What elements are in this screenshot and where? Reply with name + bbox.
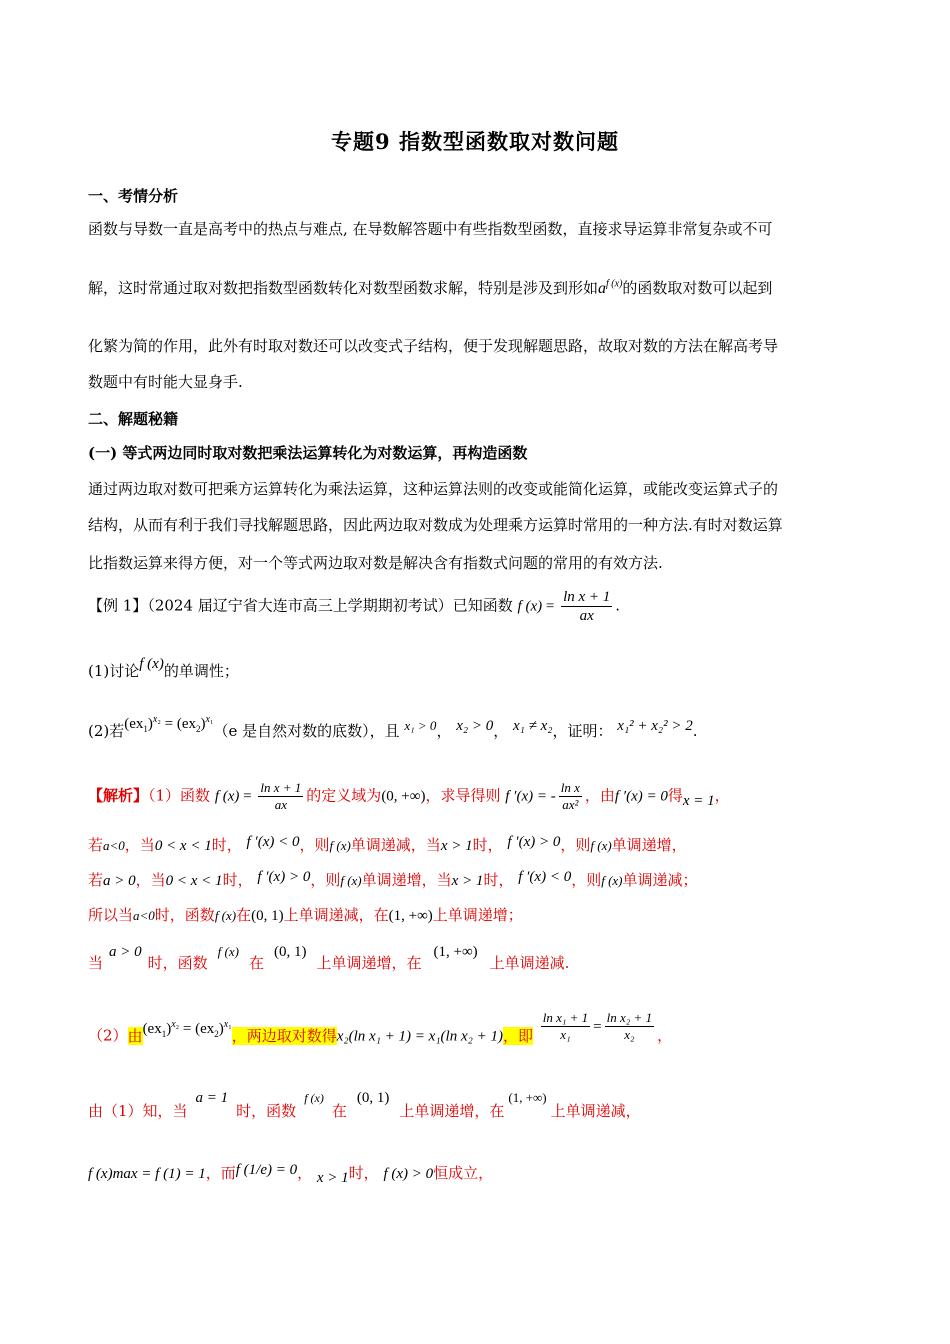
page-title: 专题9 指数型函数取对数问题 — [331, 129, 619, 154]
s-l2c: 时， — [211, 836, 242, 854]
math-x1gt0: x₁ > 0 — [404, 718, 437, 733]
math-fplt0: f ′(x) < 0 — [246, 834, 300, 850]
math-xgt1: x > 1 — [440, 838, 473, 854]
s-l1b: 的定义域为 — [306, 786, 382, 805]
s-l3e: 单调递增，当 — [361, 871, 452, 889]
math-int01-l5: (0, 1) — [273, 944, 307, 960]
s-l1e: 得 — [667, 786, 683, 805]
math-alt0-l4: a<0 — [133, 908, 155, 923]
example1-q1 — [88, 656, 239, 681]
math-frac-x2 — [605, 1010, 654, 1043]
math-int01-l4: (0, 1) — [251, 908, 284, 924]
s-p2e: ， — [657, 1026, 673, 1045]
s-l5b: 时，函数 — [147, 954, 208, 972]
math-af-base: a — [598, 280, 607, 297]
frac-s1-den: ax — [274, 797, 287, 812]
q2-note: （e 是自然对数的底数），且 — [213, 722, 400, 740]
q1-prefix: (1)讨论 — [88, 662, 140, 680]
math-frac-f — [561, 588, 612, 625]
solution-tag: 【解析】 — [88, 786, 149, 805]
s-p3e: 上单调递减， — [550, 1102, 641, 1120]
math-fx-l3: f (x) — [340, 873, 362, 888]
s-l3b: ，当 — [135, 871, 166, 889]
math-fx-s1: f (x) — [214, 788, 240, 805]
ex2-b: (ex — [195, 1020, 215, 1037]
section1-p4: 数题中有时能大显身手. — [88, 373, 243, 391]
s-p2b: 由 — [127, 1026, 143, 1045]
math-alt0: a<0 — [103, 838, 125, 853]
s-l5e: 上单调递减. — [489, 954, 570, 972]
s-p3a: 由（1）知，当 — [88, 1102, 188, 1120]
s-l4c: 在 — [236, 906, 252, 924]
math-dom: (0, +∞) — [381, 788, 426, 805]
frac-deriv-den: ax² — [562, 797, 579, 812]
math-fx-l3b: f (x) — [601, 873, 623, 888]
math-xgt1-l3: x > 1 — [451, 873, 484, 889]
math-agt0: a > 0 — [103, 873, 136, 889]
section1-p2b: 的函数取对数可以起到 — [622, 279, 773, 297]
s-l2f: 时， — [472, 836, 503, 854]
section1-p3: 化繁为简的作用，此外有时取对数还可以改变式子结构，便于发现解题思路，故取对数的方法在解高考导 — [88, 337, 779, 355]
frac-deriv-num: ln x — [560, 780, 580, 795]
s-l5d: 上单调递增，在 — [316, 954, 422, 972]
s-l3a: 若 — [88, 871, 104, 889]
solution-line4 — [88, 904, 523, 925]
section1-p1: 函数与导数一直是高考中的热点与难点, 在导数解答题中有些指数型函数，直接求导运算非常复杂或不可 — [88, 220, 773, 238]
section2-p2: 结构，从而有利于我们寻找解题思路，因此两边取对数成为处理乘方运算时常用的一种方法.有时对数运算 — [88, 516, 783, 534]
math-fx: f (x) — [517, 598, 543, 615]
s-l1c: ，求导得则 — [425, 786, 501, 805]
s-p3d: 上单调递增，在 — [399, 1102, 505, 1120]
section2-heading: 二、解题秘籍 — [88, 410, 179, 428]
q2-prove: ，证明： — [552, 722, 613, 740]
math-deriv-lhs: f ′(x) = - — [505, 788, 556, 805]
frac-s1-num: ln x + 1 — [260, 780, 302, 795]
s-p2a: （2） — [88, 1026, 128, 1045]
math-a1: a = 1 — [195, 1090, 229, 1106]
math-fpgt0: f ′(x) > 0 — [507, 834, 561, 850]
section1-p2 — [88, 277, 772, 298]
s-l2h: 单调递增， — [611, 836, 687, 854]
s-p2d: ，即 — [502, 1026, 533, 1045]
example-label: 【例 1】 — [88, 596, 148, 615]
s-l4e: 上单调递增； — [432, 906, 523, 924]
math-x2gt0: x₂ > 0 — [456, 718, 494, 734]
ex1-b: (ex — [142, 1020, 162, 1037]
frac-x1-num: ln x₁ + 1 — [542, 1010, 589, 1025]
frac-num: ln x + 1 — [563, 589, 611, 605]
s-l3f: 时， — [483, 871, 514, 889]
frac-x2-den: x₂ — [624, 1027, 635, 1042]
s-l4a: 所以当 — [88, 906, 134, 924]
section1-heading: 一、考情分析 — [88, 187, 179, 205]
solution-part3 — [88, 1090, 641, 1121]
math-agt0-l5: a > 0 — [109, 944, 142, 960]
math-fx-l2b: f (x) — [590, 838, 612, 853]
math-goal: x₁² + x₂² > 2 — [617, 718, 693, 734]
math-af — [598, 280, 622, 297]
section1-p2a: 解，这时常通过取对数把指数型函数转化对数型函数求解，特别是涉及到形如 — [88, 279, 599, 297]
s-p3c: 在 — [331, 1102, 347, 1120]
solution-part4 — [88, 1162, 494, 1186]
solution-line3 — [88, 869, 698, 890]
math-fmax: f (x)max = f (1) = 1 — [88, 1166, 206, 1182]
math-range01: 0 < x < 1 — [154, 838, 212, 854]
s-l5a: 当 — [88, 954, 104, 972]
ex1: (ex — [124, 716, 144, 732]
math-frac-x1 — [541, 1010, 590, 1043]
math-int1inf-l4: (1, +∞) — [388, 908, 433, 924]
s-l2d: ，则 — [299, 836, 330, 854]
s-l2e: 单调递减，当 — [350, 836, 441, 854]
ex2: (ex — [176, 716, 196, 732]
s-l1a: （1）函数 — [148, 786, 211, 805]
s-l5c: 在 — [248, 954, 264, 972]
s-l2b: ，当 — [124, 836, 155, 854]
math-ex-eq: $(ex_1)^{x_2} = (ex_2)^{x_1}$ — [124, 714, 214, 734]
frac-den: ax — [579, 608, 594, 624]
s-l1d: ，由 — [584, 786, 615, 805]
math-fplt0-l3: f ′(x) < 0 — [518, 869, 572, 885]
math-fpgt0-l3: f ′(x) > 0 — [257, 869, 311, 885]
section2-sub1: (一) 等式两边同时取对数把乘法运算转化为对数运算，再构造函数 — [88, 444, 528, 462]
math-fp0: f ′(x) = 0 — [614, 788, 668, 805]
math-fx-l5: f (x) — [217, 944, 239, 959]
example-source: （2024 届辽宁省大连市高三上学期期初考试）已知函数 — [147, 596, 513, 615]
solution-part2: （2）由$(ex_1)^{x_2} = (ex_2)^{x_1}$，两边取对数得x₂(ln x₁ + 1) = x₁(ln x₂ + 1)，即 $\frac{\text{ln x₁ + 1}}{\text{x₁}}$ = $\frac{\text{ln x₂ + 1}}{\text{x₂}}$ ， — [88, 1010, 673, 1045]
frac-x1-den: x₁ — [560, 1027, 571, 1042]
s-p4b: ， — [297, 1164, 313, 1182]
example1-q2: (2)若$(ex_1)^{x_2} = (ex_2)^{x_1}(e$ 是自然对数的底数），且 x₁ > 0， x₂ > 0， x₁ ≠ x₂，证明： x₁² + x₂² > 2. — [88, 714, 698, 740]
s-l2g: ，则 — [560, 836, 591, 854]
solution-line5 — [88, 944, 570, 973]
s-l3d: ，则 — [310, 871, 341, 889]
s-p2c: ，两边取对数得 — [231, 1026, 337, 1045]
math-range01-l3: 0 < x < 1 — [165, 873, 223, 889]
s-l2a: 若 — [88, 836, 104, 854]
s-p4c: 时， — [348, 1164, 379, 1182]
math-int1inf-l5: (1, +∞) — [433, 944, 478, 960]
math-int01-p3: (0, 1) — [356, 1090, 390, 1106]
s-l4d: 上单调递减，在 — [283, 906, 389, 924]
math-fx-q1: f (x) — [139, 656, 164, 672]
math-frac-s1 — [258, 780, 303, 813]
frac-x2-num: ln x₂ + 1 — [606, 1010, 653, 1025]
example1-statement: 【例 1】（2024 届辽宁省大连市高三上学期期初考试）已知函数 f (x) = $\frac{\text{ln x + 1}}{ax}$ . — [88, 589, 621, 624]
solution-line2 — [88, 834, 687, 855]
math-frac-deriv — [559, 780, 582, 813]
s-l4b: 时，函数 — [154, 906, 215, 924]
math-f1e: f (1/e) = 0 — [235, 1162, 298, 1178]
math-log-eq: x₂(ln x₁ + 1) = x₁(ln x₂ + 1) — [336, 1028, 503, 1045]
math-int1inf-p3: (1, +∞) — [508, 1090, 547, 1105]
q1-suffix: 的单调性； — [163, 662, 239, 680]
math-fpos: f (x) > 0 — [383, 1166, 434, 1182]
math-fx-l2: f (x) — [329, 838, 351, 853]
s-p4d: 恒成立， — [433, 1164, 494, 1182]
math-fx-l4: f (x) — [214, 908, 237, 923]
math-af-exp: f (x) — [606, 278, 623, 290]
s-l3g: ，则 — [571, 871, 602, 889]
math-x1: x = 1 — [682, 792, 715, 809]
math-x1neqx2: x₁ ≠ x₂ — [513, 718, 553, 734]
s-p3b: 时，函数 — [236, 1102, 297, 1120]
s-l3c: 时， — [222, 871, 253, 889]
s-p4a: ，而 — [205, 1164, 236, 1182]
math-ex-eq2: $(ex_1)^{x_2} = (ex_2)^{x_1}$ — [142, 1018, 232, 1039]
s-l3h: 单调递减； — [622, 871, 698, 889]
q2-prefix: (2)若 — [88, 722, 125, 740]
solution-line1: 【解析】（1）函数 f (x) = $\frac{\text{ln x + 1}}{ax}$ 的定义域为(0, +∞)，求导得则 f ′(x) = - $\frac{\text{ln x}}{\text{ax²}}$ ，由f ′(x) = 0得x = 1， — [88, 780, 730, 812]
math-fx-p3: f (x) — [304, 1091, 324, 1105]
math-xgt1-p4: x > 1 — [316, 1170, 349, 1186]
section2-p1: 通过两边取对数可把乘方运算转化为乘法运算，这种运算法则的改变或能简化运算，或能改变运算式子的 — [88, 480, 779, 498]
section2-p3: 比指数运算来得方便，对一个等式两边取对数是解决含有指数式问题的常用的有效方法. — [88, 554, 663, 572]
